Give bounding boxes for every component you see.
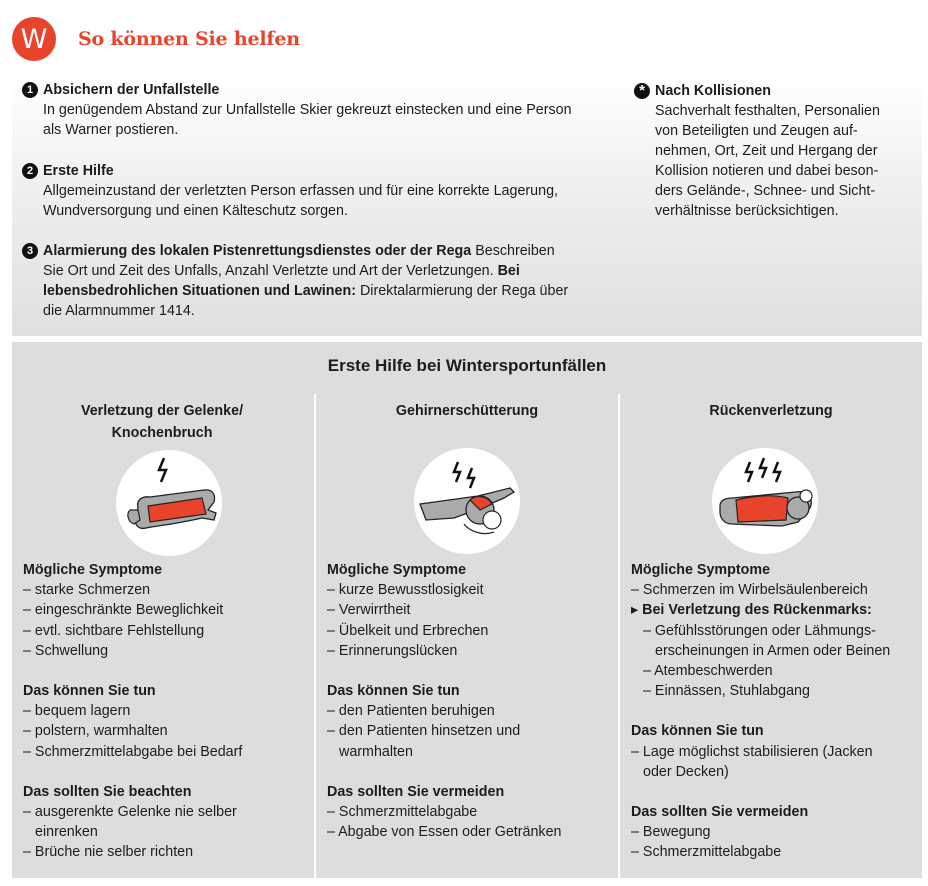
- step-text: Sie Ort und Zeit des Unfalls, Anzahl Verletzte und Art der Verletzungen.: [43, 263, 494, 279]
- avoid-heading: Das sollten Sie vermeiden: [631, 804, 809, 821]
- list-item: – Abgabe von Essen oder Getränken: [327, 824, 562, 841]
- first-aid-section: [12, 342, 922, 878]
- page-title: So können Sie helfen: [78, 28, 300, 50]
- list-item: – Schmerzen im Wirbelsäulenbereich: [631, 582, 868, 599]
- step-text-line: Allgemeinzustand der verletzten Person erfassen und für eine korrekte Lagerung,: [43, 183, 558, 199]
- list-item: – Lage möglichst stabilisieren (Jacken: [631, 743, 873, 760]
- step-3: [22, 241, 642, 321]
- back-injury-icon: [712, 448, 818, 554]
- head-injury-icon: [414, 448, 520, 554]
- column-content: [631, 560, 890, 863]
- instructions-panel: [12, 72, 922, 336]
- column-title: [12, 400, 312, 444]
- list-item-continued: warmhalten: [339, 743, 413, 760]
- step-number-badge: 2: [22, 163, 38, 179]
- list-item: – Gefühlsstörungen oder Lähmungs-: [643, 622, 876, 639]
- list-item: – Erinnerungslücken: [327, 642, 458, 659]
- list-item: – Übelkeit und Erbrechen: [327, 622, 489, 639]
- list-item: – Schmerzmittelabgabe bei Bedarf: [23, 743, 243, 760]
- list-item: – eingeschränkte Beweglichkeit: [23, 602, 224, 619]
- list-item: – Schwellung: [23, 642, 109, 659]
- step-text-line: [22, 261, 642, 281]
- list-item: – kurze Bewusstlosigkeit: [327, 582, 484, 599]
- step-title: Absichern der Unfallstelle: [43, 82, 220, 98]
- collisions-line: verhältnisse berücksichtigen.: [655, 203, 839, 219]
- collisions-title: Nach Kollisionen: [655, 83, 771, 99]
- cautions-heading: Das sollten Sie beachten: [23, 783, 192, 800]
- step-text-line: als Warner postieren.: [43, 122, 179, 138]
- step-text: Direktalarmierung der Rega über: [359, 283, 569, 299]
- step-title: Erste Hilfe: [43, 163, 114, 179]
- collisions-line: ders Gelände-, Schnee- und Sicht-: [655, 183, 876, 199]
- collisions-line: Kollision notieren und dabei beson-: [655, 163, 879, 179]
- column-title: Gehirnerschütterung: [395, 403, 539, 419]
- step-2: [22, 161, 632, 221]
- list-item: – den Patienten hinsetzen und: [327, 723, 521, 740]
- brand-logo: W: [12, 17, 56, 61]
- list-item-continued: erscheinungen in Armen oder Beinen: [655, 642, 891, 659]
- header: [12, 17, 300, 61]
- column-title-line: Verletzung der Gelenke/: [80, 403, 244, 419]
- list-item: – Schmerzmittelabgabe: [631, 844, 782, 861]
- column-title: Rückenverletzung: [709, 403, 833, 419]
- column-content: [327, 560, 561, 842]
- list-item: – evtl. sichtbare Fehlstellung: [23, 622, 205, 639]
- column-title-line: Knochenbruch: [111, 425, 213, 441]
- step-number-badge: 1: [22, 82, 38, 98]
- step-text: Beschreiben: [475, 243, 555, 259]
- symptoms-heading: Mögliche Symptome: [23, 562, 163, 578]
- column-divider: [314, 394, 316, 878]
- step-text-line: In genügendem Abstand zur Unfallstelle Skier gekreuzt einstecken und eine Person: [43, 102, 572, 118]
- broken-leg-icon: [116, 450, 222, 556]
- list-item: – den Patienten beruhigen: [327, 703, 495, 720]
- step-emphasis: Bei: [497, 263, 520, 279]
- actions-heading: Das können Sie tun: [631, 723, 764, 740]
- list-item: – Atembeschwerden: [643, 663, 773, 680]
- step-text-line: [22, 241, 642, 261]
- step-text-line: die Alarmnummer 1414.: [43, 303, 195, 319]
- list-item: – Einnässen, Stuhlabgang: [643, 683, 810, 700]
- section-title: Erste Hilfe bei Wintersportunfällen: [327, 356, 607, 375]
- list-item: – ausgerenkte Gelenke nie selber: [23, 804, 237, 821]
- collisions-line: von Beteiligten und Zeugen auf-: [655, 123, 858, 139]
- list-item: – polstern, warmhalten: [23, 723, 168, 740]
- step-text-line: [22, 281, 642, 301]
- symptoms-heading: Mögliche Symptome: [327, 562, 467, 578]
- list-item: – Brüche nie selber richten: [23, 844, 194, 861]
- step-emphasis: lebensbedrohlichen Situationen und Lawinen:: [43, 283, 356, 299]
- collisions-line: nehmen, Ort, Zeit und Hergang der: [655, 143, 878, 159]
- list-item-continued: einrenken: [35, 824, 98, 841]
- avoid-heading: Das sollten Sie vermeiden: [327, 783, 505, 800]
- list-item: – bequem lagern: [23, 703, 131, 720]
- list-item: – starke Schmerzen: [23, 582, 151, 599]
- column-divider: [618, 394, 620, 878]
- list-item: – Bewegung: [631, 824, 711, 841]
- actions-heading: Das können Sie tun: [23, 683, 156, 700]
- asterisk-icon: *: [634, 83, 650, 99]
- collisions-note: [634, 81, 914, 221]
- actions-heading: Das können Sie tun: [327, 683, 460, 700]
- step-title: Alarmierung des lokalen Pistenrettungsdienstes oder der Rega: [43, 243, 472, 259]
- list-item: – Verwirrtheit: [327, 602, 411, 619]
- step-number-badge: 3: [22, 243, 38, 259]
- collisions-line: Sachverhalt festhalten, Personalien: [655, 103, 880, 119]
- spinal-cord-heading: ▸ Bei Verletzung des Rückenmarks:: [631, 602, 872, 619]
- column-content: [23, 560, 242, 863]
- list-item: – Schmerzmittelabgabe: [327, 804, 478, 821]
- step-text-line: Wundversorgung und einen Kälteschutz sorgen.: [43, 203, 348, 219]
- symptoms-heading: Mögliche Symptome: [631, 562, 771, 578]
- list-item-continued: oder Decken): [643, 763, 729, 780]
- step-1: [22, 80, 632, 140]
